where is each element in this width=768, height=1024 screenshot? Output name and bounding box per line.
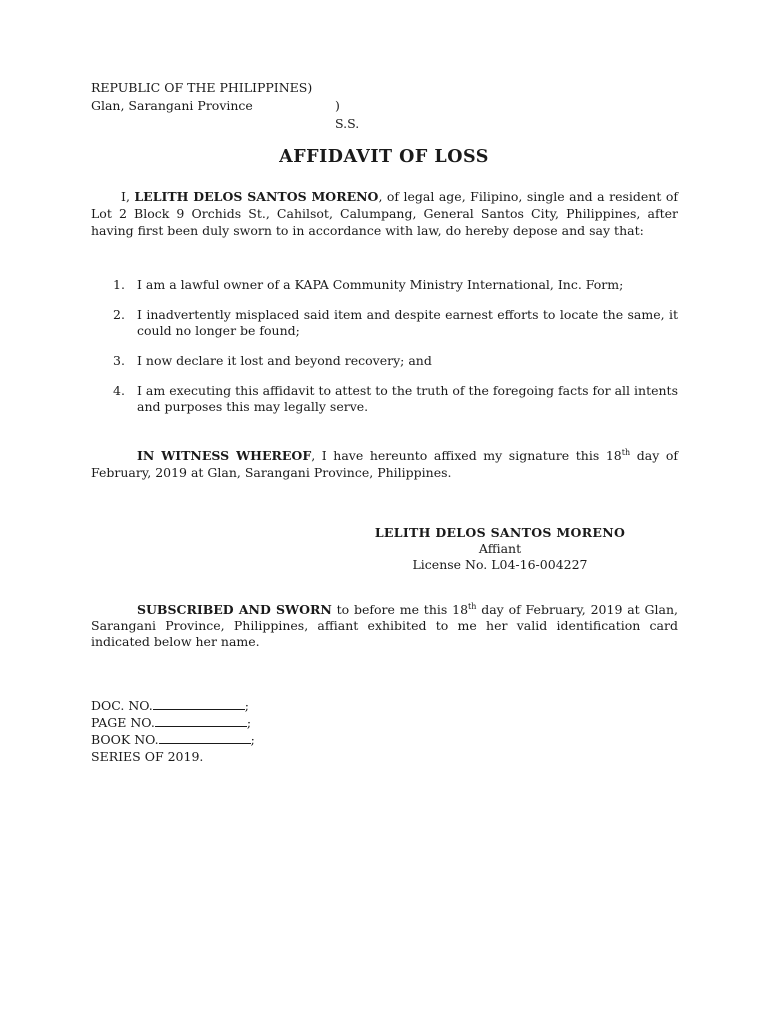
page-no-semicolon: ;	[246, 715, 252, 730]
list-item	[91, 307, 678, 339]
intro-paragraph	[91, 188, 678, 239]
page-no-label: PAGE NO.	[91, 715, 155, 730]
book-no-blank	[159, 731, 251, 744]
doc-no-line	[91, 697, 255, 714]
document-title: AFFIDAVIT OF LOSS	[279, 147, 489, 167]
list-item	[91, 353, 678, 369]
venue-country: REPUBLIC OF THE PHILIPPINES)	[91, 80, 313, 95]
witness-text-2: day of February, 2019 at Glan, Sarangani Province, Philippines.	[91, 448, 678, 480]
list-item-number: 2.	[113, 307, 125, 322]
book-no-label: BOOK NO.	[91, 732, 159, 747]
jurat-lead: SUBSCRIBED AND SWORN	[137, 602, 332, 617]
venue-province: Glan, Sarangani Province	[91, 98, 253, 113]
list-item	[91, 277, 678, 293]
statement-list	[91, 277, 678, 429]
affiant-license: License No. L04-16-004227	[412, 557, 588, 572]
venue-ss: ) S.S.	[335, 98, 360, 131]
venue-block	[91, 79, 360, 131]
jurat-text-1: to before me this 18	[331, 602, 469, 617]
witness-paragraph	[91, 447, 678, 481]
list-item-text: I now declare it lost and beyond recovery; and	[137, 353, 432, 368]
page-no-line	[91, 714, 255, 731]
book-no-semicolon: ;	[250, 732, 255, 747]
intro-rest: , of legal age, Filipino, single and a resident of Lot 2 Block 9 Orchids St., Cahilsot, Calumpang, General Santos City, Philippines, after having first been duly sworn to in accordance with law, do hereby depose and say that:	[91, 189, 678, 238]
list-item-number: 1.	[113, 277, 125, 292]
affiant-name: LELITH DELOS SANTOS MORENO	[374, 525, 626, 540]
witness-ordinal: th	[621, 447, 631, 457]
affiant-role: Affiant	[478, 541, 522, 556]
book-no-line	[91, 731, 255, 748]
jurat-text-2: day of February, 2019 at Glan, Sarangani Province, Philippines, affiant exhibited to me her valid identification card indicated below her name.	[91, 602, 678, 649]
list-item	[91, 383, 678, 415]
witness-lead: IN WITNESS WHEREOF	[137, 448, 312, 463]
list-item-text: I am executing this affidavit to attest to the truth of the foregoing facts for all intents and purposes this may legally serve.	[137, 383, 678, 414]
doc-no-label: DOC. NO.	[91, 698, 153, 713]
notarial-record-block	[91, 697, 255, 765]
series-line: SERIES OF 2019.	[91, 749, 204, 764]
affiant-signature-block	[330, 525, 670, 573]
affiant-name-inline: LELITH DELOS SANTOS MORENO	[134, 189, 379, 204]
list-item-number: 4.	[113, 383, 125, 398]
jurat-ordinal: th	[468, 601, 477, 611]
witness-text-1: , I have hereunto affixed my signature this 18	[311, 448, 622, 463]
list-item-text: I inadvertently misplaced said item and despite earnest efforts to locate the same, it could no longer be found;	[137, 307, 678, 338]
doc-no-semicolon: ;	[244, 698, 249, 713]
page-no-blank	[155, 714, 247, 727]
list-item-number: 3.	[113, 353, 125, 368]
list-item-text: I am a lawful owner of a KAPA Community Ministry International, Inc. Form;	[137, 277, 624, 292]
doc-no-blank	[153, 697, 245, 710]
jurat-paragraph	[91, 602, 678, 650]
intro-pre: I,	[121, 189, 135, 204]
